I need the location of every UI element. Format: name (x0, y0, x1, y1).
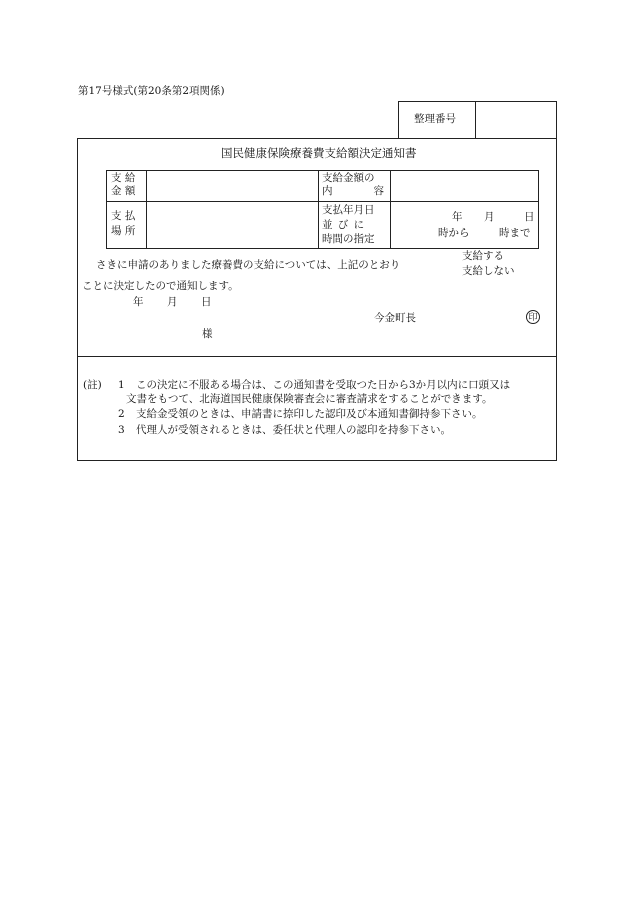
note-1-text: この決定に不服ある場合は、この通知書を受取つた日から3か月以内に口頭又は (136, 379, 511, 391)
decision-sentence-line1: さきに申請のありました療養費の支給については、上記のとおり (96, 259, 401, 271)
note-1-number: 1 (118, 379, 125, 391)
notice-date-month: 月 (167, 296, 178, 308)
payment-date-label: 支払年月日 並 び に 時間の指定 (322, 204, 375, 245)
payment-place-field (148, 203, 316, 247)
notes-marker: (註) (83, 379, 102, 391)
payment-content-field (392, 172, 536, 199)
form-label: 第17号様式(第20条第2項関係) (78, 85, 225, 97)
note-1-continuation: 文書をもつて、北海道国民健康保険審査会に審査請求をすることができます。 (126, 393, 493, 405)
payment-date-year: 年 (452, 211, 463, 223)
notice-date-day: 日 (201, 296, 212, 308)
payment-amount-field (148, 172, 316, 199)
reference-number-label: 整理番号 (414, 113, 456, 125)
payment-time-from: 時から (438, 227, 470, 239)
note-2-text: 支給金受領のときは、申請書に捺印した認印及び本通知書御持参下さい。 (136, 408, 483, 420)
payment-amount-label: 支 給 金 額 (111, 172, 136, 197)
note-3-text: 代理人が受領されるときは、委任状と代理人の認印を持参下さい。 (136, 424, 451, 436)
notice-date-year: 年 (133, 296, 144, 308)
payment-date-month: 月 (484, 211, 495, 223)
notes-divider (77, 356, 557, 357)
payment-content-label: 支給金額の 内 容 (322, 172, 384, 197)
addressee-suffix: 様 (202, 328, 213, 340)
seal-mark: 印 (526, 310, 540, 324)
decision-sentence-line2: ことに決定したので通知します。 (82, 280, 239, 292)
payment-date-day: 日 (524, 211, 535, 223)
payment-time-until: 時まで (499, 227, 531, 239)
issuer-title: 今金町長 (374, 312, 416, 324)
note-3-number: 3 (118, 424, 125, 436)
option-not-pay: 支給しない (462, 265, 515, 277)
note-2-number: 2 (118, 408, 125, 420)
option-pay: 支給する (462, 250, 504, 262)
document-title: 国民健康保険療養費支給額決定通知書 (221, 146, 417, 160)
reference-number-field (478, 104, 554, 136)
payment-place-label: 支 払 場 所 (111, 210, 136, 237)
